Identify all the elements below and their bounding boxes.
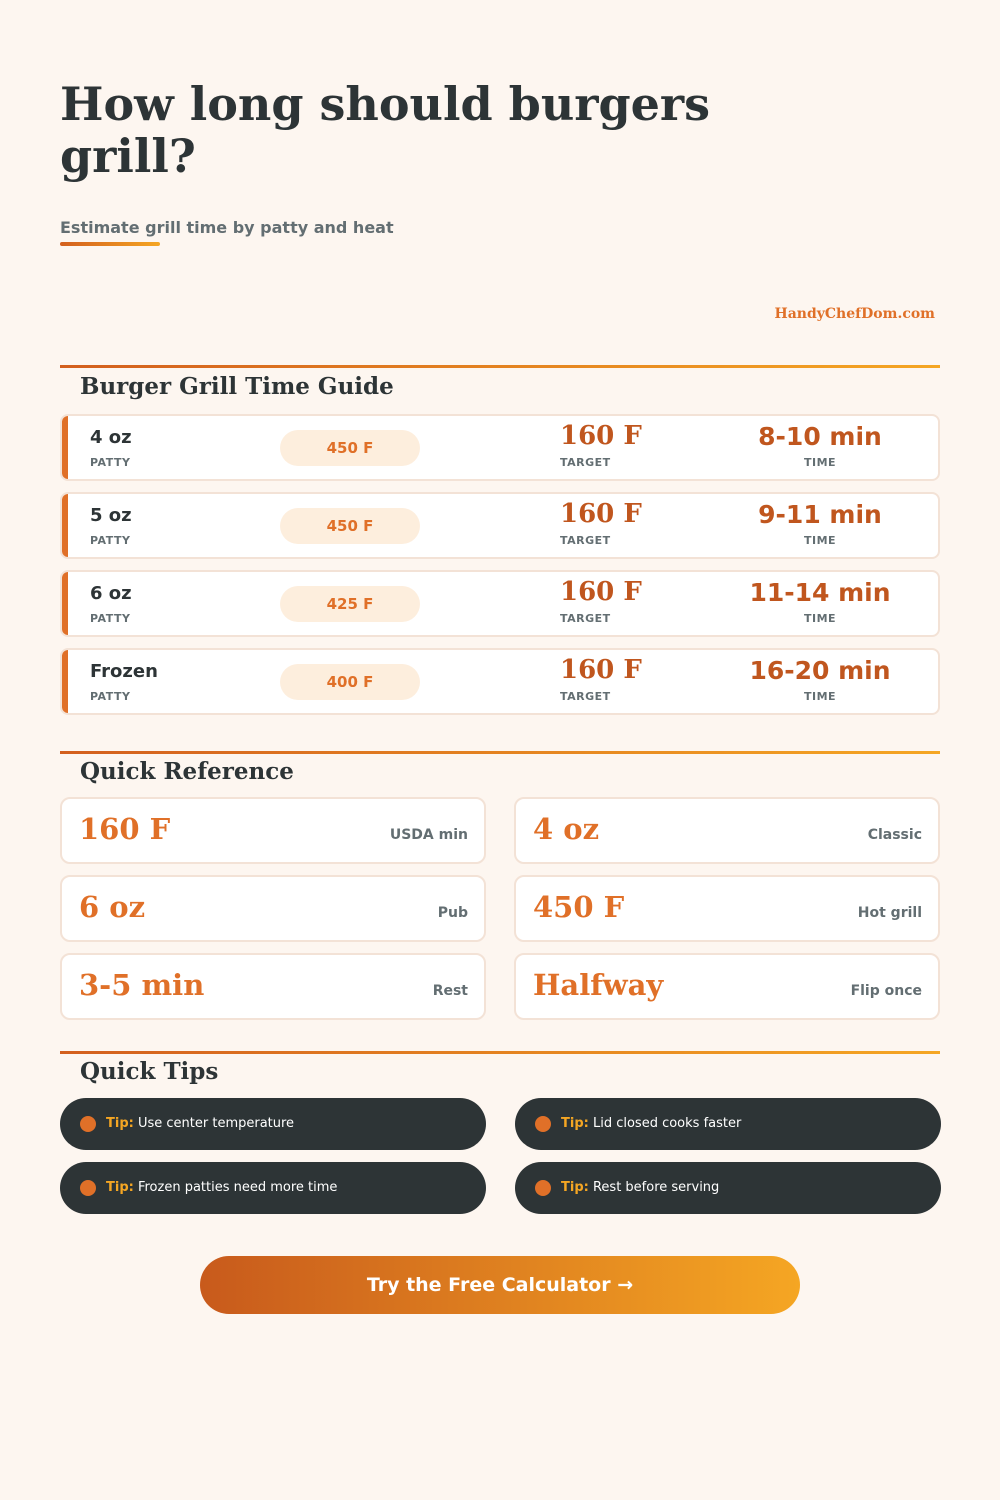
reference-card: [60, 953, 486, 1020]
patty-value: Frozen: [90, 661, 158, 682]
patty-value: 6 oz: [90, 583, 132, 604]
tip-text: Rest before serving: [592, 1180, 720, 1195]
tip-pill: [60, 1098, 486, 1150]
reference-section-title: Quick Reference: [80, 758, 294, 785]
reference-section-rule: [60, 751, 940, 754]
guide-section-rule: [60, 365, 940, 368]
guide-row: [60, 492, 940, 559]
row-accent-bar: [62, 572, 68, 635]
tip-text: Frozen patties need more time: [137, 1180, 338, 1195]
target-label: TARGET: [560, 690, 611, 703]
reference-value: 4 oz: [533, 812, 600, 846]
page-subtitle: Estimate grill time by patty and heat: [60, 218, 394, 237]
tip-text: Use center temperature: [137, 1116, 295, 1131]
guide-list: [60, 414, 940, 726]
heat-badge: 400 F: [280, 664, 420, 700]
reference-value: 3-5 min: [79, 968, 205, 1002]
reference-label: Rest: [432, 983, 468, 999]
tip-pill: [515, 1098, 941, 1150]
reference-label: USDA min: [389, 827, 468, 843]
tip-text: Lid closed cooks faster: [592, 1116, 742, 1131]
patty-label: PATTY: [90, 534, 131, 547]
target-label: TARGET: [560, 534, 611, 547]
subtitle-underline: [60, 242, 160, 246]
reference-label: Pub: [437, 905, 468, 921]
target-label: TARGET: [560, 456, 611, 469]
guide-row: [60, 648, 940, 715]
target-value: 160 F: [560, 499, 642, 529]
time-label: TIME: [803, 456, 837, 469]
reference-value: 450 F: [533, 890, 625, 924]
time-value: 11-14 min: [749, 578, 891, 607]
patty-label: PATTY: [90, 690, 131, 703]
reference-card: [514, 797, 940, 864]
patty-label: PATTY: [90, 456, 131, 469]
tip-prefix: Tip:: [106, 1180, 134, 1195]
heat-badge: 450 F: [280, 508, 420, 544]
tips-section-title: Quick Tips: [80, 1058, 219, 1085]
reference-label: Classic: [867, 827, 922, 843]
guide-section-title: Burger Grill Time Guide: [80, 373, 394, 400]
time-label: TIME: [803, 534, 837, 547]
calculator-cta-button[interactable]: Try the Free Calculator →: [200, 1256, 800, 1314]
tip-bullet-icon: [535, 1180, 551, 1196]
target-value: 160 F: [560, 655, 642, 685]
tip-bullet-icon: [80, 1116, 96, 1132]
reference-value: 160 F: [79, 812, 171, 846]
time-value: 8-10 min: [758, 422, 882, 451]
reference-card: [514, 953, 940, 1020]
time-value: 16-20 min: [749, 656, 891, 685]
reference-label: Flip once: [850, 983, 922, 999]
tip-prefix: Tip:: [561, 1180, 589, 1195]
patty-label: PATTY: [90, 612, 131, 625]
time-label: TIME: [803, 612, 837, 625]
tip-prefix: Tip:: [106, 1116, 134, 1131]
patty-value: 4 oz: [90, 427, 132, 448]
heat-badge: 425 F: [280, 586, 420, 622]
time-label: TIME: [803, 690, 837, 703]
row-accent-bar: [62, 494, 68, 557]
tip-pill: [60, 1162, 486, 1214]
reference-card: [60, 875, 486, 942]
reference-card: [60, 797, 486, 864]
time-value: 9-11 min: [758, 500, 882, 529]
patty-value: 5 oz: [90, 505, 132, 526]
tip-bullet-icon: [535, 1116, 551, 1132]
tip-prefix: Tip:: [561, 1116, 589, 1131]
reference-value: Halfway: [533, 968, 664, 1002]
target-label: TARGET: [560, 612, 611, 625]
tip-bullet-icon: [80, 1180, 96, 1196]
brand-name: HandyChefDom.com: [774, 306, 935, 322]
row-accent-bar: [62, 416, 68, 479]
reference-label: Hot grill: [857, 905, 922, 921]
guide-row: [60, 570, 940, 637]
guide-row: [60, 414, 940, 481]
reference-value: 6 oz: [79, 890, 146, 924]
target-value: 160 F: [560, 421, 642, 451]
reference-card: [514, 875, 940, 942]
tip-pill: [515, 1162, 941, 1214]
page-title: How long should burgers grill?: [60, 77, 711, 183]
row-accent-bar: [62, 650, 68, 713]
heat-badge: 450 F: [280, 430, 420, 466]
target-value: 160 F: [560, 577, 642, 607]
tips-section-rule: [60, 1051, 940, 1054]
